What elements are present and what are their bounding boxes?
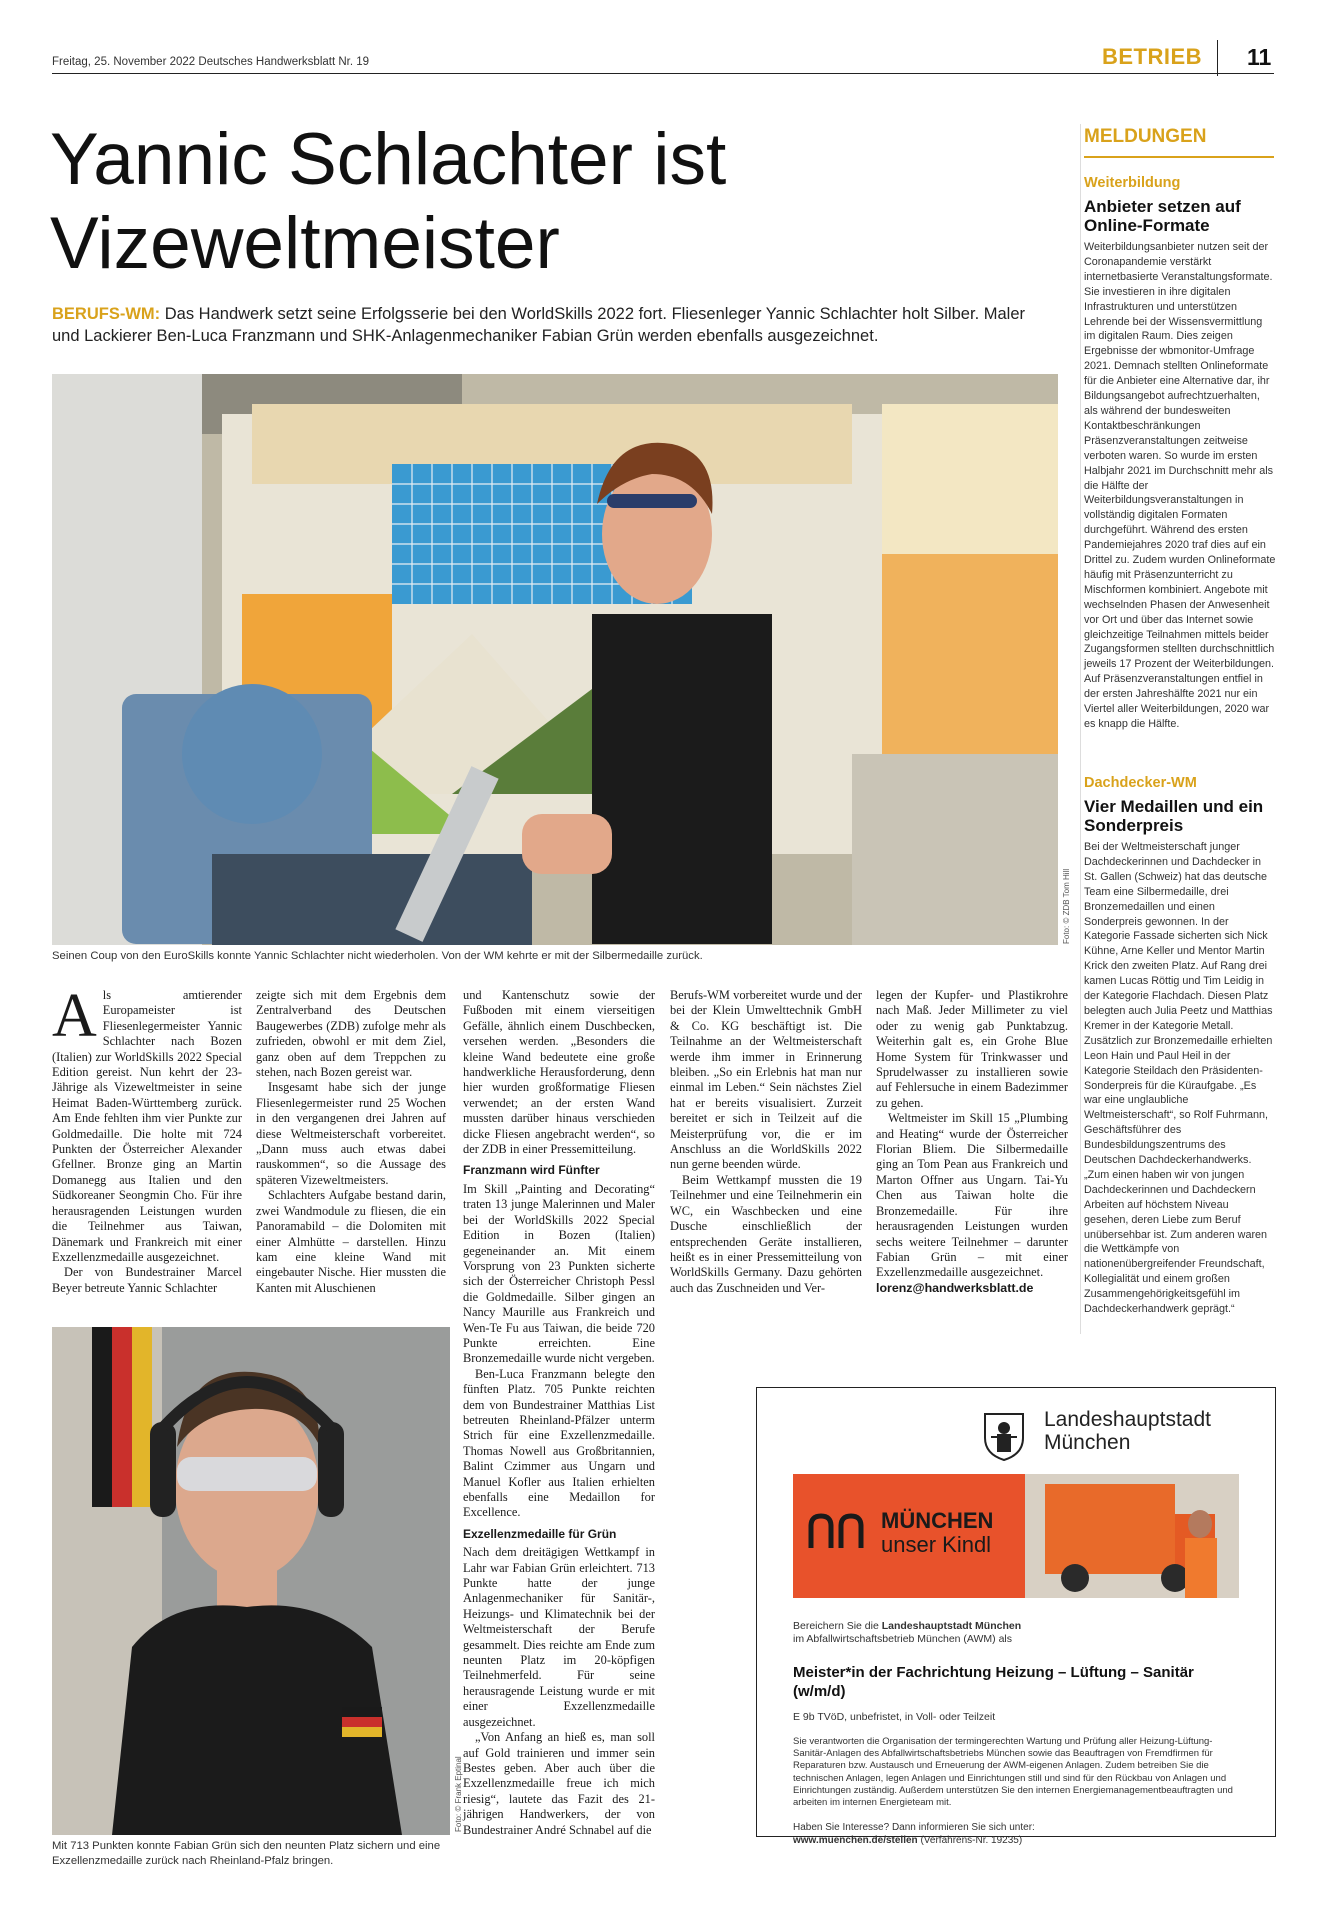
job-advertisement bbox=[756, 1387, 1276, 1846]
ad-org-line: Landeshauptstadt bbox=[1044, 1408, 1211, 1431]
header-rule bbox=[52, 73, 1274, 74]
photo-tile-layer-illustration bbox=[52, 374, 1058, 945]
ad-description: Sie verantworten die Organisation der termingerechten Wartung und Prüfung aller Heizung-Lüftung-Sanitär-Anlagen des Abfallwirtschaftsbetriebs München sowie das Beauftragen von Fremdfirmen für Reparaturen bzw. Austausch und Erneuerung der AWM-eigenen Anlagen. Zudem betreiben Sie die technischen Anlagen, legen Anlagen und Einrichtungen still und sind für den Rückbau von Anlagen und Einrichtungen zuständig. Außerdem unterstützen Sie den internen Energiemanagementbeauftragten und arbeiten im internen Energieteam mit. bbox=[793, 1736, 1233, 1809]
paragraph: „Von Anfang an hieß es, man soll auf Gold trainieren und immer sein Bestes geben. Aber auch über die Exzellenzmedaille freue ich mich riesig“, lautete das Fazit des 21-jährigen Handwerkers, der von Bundestrainer André Schnabel auf die bbox=[463, 1730, 655, 1837]
paragraph: und Kantenschutz sowie der Fußboden mit einem vierseitigen Gefälle, ähnlich einem Duschbecken, versehen werden. „Besonders die kleine Wand bedeutete eine große handwerkliche Herausforderung, denn hier wurden großformatige Fliesen verwendet; an der ersten Wand mussten darüber hinaus verschieden dicke Fliesen angebracht werden“, so der ZDB in einer Pressemitteilung. bbox=[463, 988, 655, 1157]
paragraph: Im Skill „Painting and Decorating“ traten 13 junge Malerinnen und Maler bei der WorldSkills 2022 Special Edition in Bozen (Italien) gegeneinander an. Mit einem Vorsprung von 23 Punkten sicherte sich der Österreicher Christoph Pessl die Goldmedaille. Silber gingen an Nancy Maurille aus Frankreich und Wen-Te Fu aus Taiwan, die beide 720 Punkte erreichten. Eine Bronzemedaille wurde nicht vergeben. bbox=[463, 1181, 655, 1366]
issue-info: Freitag, 25. November 2022 Deutsches Handwerksblatt Nr. 19 bbox=[52, 56, 370, 68]
page-number: 11 bbox=[1247, 44, 1272, 70]
sidebar-category: Weiterbildung bbox=[1084, 175, 1181, 191]
ad-terms: E 9b TVöD, unbefristet, in Voll- oder Teilzeit bbox=[793, 1711, 996, 1723]
photo1-credit: Foto: © ZDB Tom Hill bbox=[1062, 868, 1071, 944]
article-headline: Yannic Schlachter ist Vizeweltmeister bbox=[50, 119, 727, 284]
muenchen-logo-icon bbox=[807, 1510, 867, 1550]
paragraph: zeigte sich mit dem Ergebnis dem Zentralverband des Deutschen Baugewerbes (ZDB) zufolge mehr als zufrieden, obwohl er mit dem Ziel, ganz oben auf dem Treppchen zu stehen, nach Bozen gereist war. bbox=[256, 988, 446, 1080]
photo-hvac-mechanic-illustration bbox=[52, 1327, 450, 1835]
sidebar-headline: Anbieter setzen auf Online-Formate bbox=[1084, 197, 1241, 235]
photo-tile-layer bbox=[52, 374, 1058, 945]
paragraph: Berufs-WM vorbereitet wurde und der bei der Klein Umwelttechnik GmbH & Co. KG beschäftigt ist. Die Teilnahme an der Weltmeisterschaft werde ihm immer in Erinnerung bleiben. „So ein Erlebnis hat man nur einmal im Leben.“ Sein nächstes Ziel hat er bereits visualisiert. Zurzeit bereitet er sich in Teilzeit auf die Meisterprüfung vor, die er im Anschluss an die WorldSkills 2022 nun gerne beenden würde. bbox=[670, 988, 862, 1172]
ad-org-line: München bbox=[1044, 1431, 1131, 1454]
ad-truck-photo bbox=[1025, 1474, 1239, 1598]
subheading: Exzellenzmedaille für Grün bbox=[463, 1526, 617, 1541]
paragraph: legen der Kupfer- und Plastikrohre nach Maß. Jeder Millimeter zu viel oder zu wenig gab Punktabzug. Weiterhin galt es, ein Grohe Blue Home System für Trinkwasser und Sprudelwasser zu installieren sowie auf Fehlersuche in einem Badezimmer zu gehen. bbox=[876, 988, 1068, 1110]
photo-hvac-mechanic bbox=[52, 1327, 450, 1835]
munich-coat-of-arms-icon bbox=[977, 1408, 1031, 1462]
brand-line-1: MÜNCHEN bbox=[881, 1508, 994, 1533]
header-divider bbox=[1217, 40, 1218, 76]
sidebar-rule bbox=[1080, 124, 1081, 1334]
paragraph: Insgesamt habe sich der junge Fliesenlegermeister rund 25 Wochen in den vergangenen drei Jahren auf diese Weltmeisterschaft vorbereitet. „Dann muss auch etwas dabei rauskommen“, so die Aussage des späteren Vizeweltmeisters. bbox=[256, 1080, 446, 1187]
paragraph: Der von Bundestrainer Marcel Beyer betreute Yannic Schlachter bbox=[52, 1265, 242, 1295]
article-column-4 bbox=[670, 988, 862, 1296]
article-column-3 bbox=[463, 988, 655, 1838]
sidebar-body: Weiterbildungsanbieter nutzen seit der Coronapandemie verstärkt internetbasierte Veranstaltungsformate. Sie investieren in ihre digitalen Infrastrukturen und unterstützen Lehrende bei der Wissensvermittlung im digitalen Raum. Dies zeigen Ergebnisse der wbmonitor-Umfrage 2021. Demnach stellten Onlineformate für die Anbieter eine Alternative dar, ihr Bildungsangebot aufrechtzuerhalten, als während der bundesweiten Kontaktbeschränkungen Präsenzveranstaltungen zeitweise verboten waren. So wurde im ersten Halbjahr 2021 im Durchschnitt mehr als die Hälfte der Weiterbildungsveranstaltungen in vollständig digitalen Formaten durchgeführt. Während des ersten Pandemiejahres 2020 traf dies auf ein Drittel zu. Zudem wurden Onlineformate häufig mit Präsenzunterricht zu Mischformen kombiniert. Angebote mit wechselnden Phasen der Anwesenheit vor Ort und über das Internet sowie gleichzeitige Teilnahmen mittels beider Zugangsformen stellten durchschnittlich jeweils 17 Prozent der Weiterbildungen. Auf Präsenzveranstaltungen entfiel in der ersten Jahreshälfte 2021 nur ein Viertel aller Weiterbildungen, 2020 war es knapp die Hälfte. bbox=[1084, 241, 1276, 730]
ad-intro-text: Bereichern Sie die bbox=[793, 1620, 882, 1632]
photo1-caption: Seinen Coup von den EuroSkills konnte Yannic Schlachter nicht wiederholen. Von der WM kehrte er mit der Silbermedaille zurück. bbox=[52, 950, 703, 962]
ad-banner bbox=[793, 1474, 1239, 1598]
sidebar-title-rule bbox=[1084, 156, 1274, 158]
ad-contact-text: Haben Sie Interesse? Dann informieren Sie sich unter: bbox=[793, 1822, 1035, 1833]
ad-reference: (Verfahrens-Nr. 19235) bbox=[917, 1834, 1023, 1846]
sidebar-category: Dachdecker-WM bbox=[1084, 775, 1197, 791]
intro-kicker: BERUFS-WM: bbox=[52, 305, 161, 323]
photo2-caption: Mit 713 Punkten konnte Fabian Grün sich den neunten Platz sichern und eine Exzellenzmedaille zurück nach Rheinland-Pfalz bringen. bbox=[52, 1840, 441, 1867]
ad-job-title: Meister*in der Fachrichtung Heizung – Lüftung – Sanitär (w/m/d) bbox=[793, 1664, 1194, 1700]
sidebar-body: Bei der Weltmeisterschaft junger Dachdeckerinnen und Dachdecker in St. Gallen (Schweiz) hat das deutsche Team eine Silbermedaille, drei Bronzemedaillen und einen Sonderpreis gewonnen. In der Kategorie Fassade sicherten sich Nick Kühne, Arne Keller und Mentor Martin Krick den zweiten Platz. Auf Rang drei kamen Lucas Röttig und Tim Leidig in der Kategorie Flachdach. Diesen Platz belegten auch Julia Peetz und Matthias Kremer in der Kategorie Metall. Zusätzlich zur Bronzemedaille erhielten Leon Hain und Paul Heil in der Kategorie Steildach den Präsidenten-Sonderpreis für die Küraufgabe. „Es war eine unglaubliche Weltmeisterschaft“, so Rolf Fuhrmann, Geschäftsführer des Bundesbildungszentrums des Deutschen Dachdeckerhandwerks. „Zum einen haben wir von jungen Dachdeckerinnen und Dachdeckern Arbeiten auf höchstem Niveau gesehen, deren Liebe zum Beruf unübersehbar ist. Zum anderen waren die Wettkämpfe von nationenübergreifender Freundschaft, Kollegialität und einem großen Zusammengehörigkeitsgefühl im Dachdeckerhandwerk geprägt.“ bbox=[1084, 841, 1273, 1316]
ad-intro bbox=[793, 1620, 1243, 1646]
ad-url-link[interactable]: www.muenchen.de/stellen bbox=[793, 1834, 918, 1846]
article-column-2 bbox=[256, 988, 446, 1296]
sidebar-headline: Vier Medaillen und ein Sonderpreis bbox=[1084, 797, 1264, 835]
article-intro bbox=[52, 303, 1052, 347]
paragraph: Nach dem dreitägigen Wettkampf in Lahr war Fabian Grün erleichtert. 713 Punkte hatte der junge Anlagenmechaniker für Sanitär-, Heizungs- und Klimatechnik bei der Weltmeisterschaft der Berufe gesammelt. Dies reichte am Ende zum neunten Platz im 20-köpfigen Teilnehmerfeld. Für seine herausragende Leistung wurde er mit einer Exzellenzmedaille ausgezeichnet. bbox=[463, 1545, 655, 1729]
drop-cap: A bbox=[52, 982, 97, 1050]
paragraph: Beim Wettkampf mussten die 19 Teilnehmer und eine Teilnehmerin ein WC, ein Waschbecken und eine Dusche einschließlich der entsprechenden Geräte installieren, heißt es in einer Pressemitteilung von WorldSkills Germany. Dazu gehörten auch das Zuschneiden und Ver- bbox=[670, 1172, 862, 1295]
author-email[interactable]: lorenz@handwerksblatt.de bbox=[876, 1280, 1034, 1295]
paragraph: Schlachters Aufgabe bestand darin, zwei Wandmodule zu fliesen, die ein Panoramabild – die Dolomiten mit einer Almhütte – darstellen. Hinzu kam eine kleine Wand mit eingebauter Nische. Hier mussten die Kanten mit Aluschienen bbox=[256, 1188, 446, 1295]
article-column-1 bbox=[52, 982, 242, 1296]
ad-org-name bbox=[1044, 1408, 1211, 1454]
article-column-5 bbox=[876, 988, 1068, 1296]
intro-text: Das Handwerk setzt seine Erfolgsserie bei den WorldSkills 2022 fort. Fliesenleger Yannic Schlachter holt Silber. Maler und Lackierer Ben-Luca Franzmann und SHK-Anlagenmechaniker Fabian Grün werden ebenfalls ausgezeichnet. bbox=[52, 305, 1025, 345]
paragraph: Weltmeister im Skill 15 „Plumbing and Heating“ wurde der Österreicher Florian Bliem. Die Silbermedaille ging an Tom Pean aus Frankreich und Marton Offner aus Ungarn. Tai-Yu Chen aus Taiwan holte die Bronzemedaille. Für ihre herausragenden Leistungen wurden sechs weitere Teilnehmer – darunter Fabian Grün – mit einer Exzellenzmedaille ausgezeichnet. bbox=[876, 1111, 1068, 1280]
subheading: Franzmann wird Fünfter bbox=[463, 1163, 600, 1178]
ad-intro-text: im Abfallwirtschaftsbetrieb München (AWM) als bbox=[793, 1633, 1013, 1645]
ad-contact bbox=[793, 1822, 1243, 1847]
sidebar-title: MELDUNGEN bbox=[1084, 126, 1207, 147]
paragraph: ls amtierender Europameister ist Fliesenlegermeister Yannic Schlachter nach Bozen (Italien) zur WorldSkills 2022 Special Edition gereist. Nun kehrt der 23-Jährige als Vizeweltmeister in seine Heimat Baden-Württemberg zurück. Am Ende fehlten ihm vier Punkte zur Goldmedaille. Die holte mit 724 Punkten der Österreicher Alexander Gfellner. Bronze ging an Martin Domanegg aus Italien und den Südkoreaner Seongmin Cho. Für ihre herausragenden Leistungen wurden die Teilnehmer aus Taiwan, Dänemark und Frankreich mit einer Exzellenzmedaille ausgezeichnet. bbox=[52, 988, 242, 1264]
paragraph: Ben-Luca Franzmann belegte den fünften Platz. 705 Punkte reichten dem von Bundestrainer Matthias List betreuten Rheinland-Pfälzer unterm Strich für eine Exzellenzmedaille. Thomas Nowell aus Großbritannien, Balint Czimmer aus Ungarn und Manuel Kofler aus Italien erhielten ebenfalls eine Medaillon for Excellence. bbox=[463, 1366, 655, 1520]
photo2-credit: Foto: © Frank Eptinal bbox=[454, 1756, 463, 1832]
section-label: BETRIEB bbox=[1102, 44, 1203, 69]
ad-intro-bold: Landeshauptstadt München bbox=[881, 1620, 1022, 1632]
brand-line-2: unser Kindl bbox=[881, 1532, 992, 1557]
